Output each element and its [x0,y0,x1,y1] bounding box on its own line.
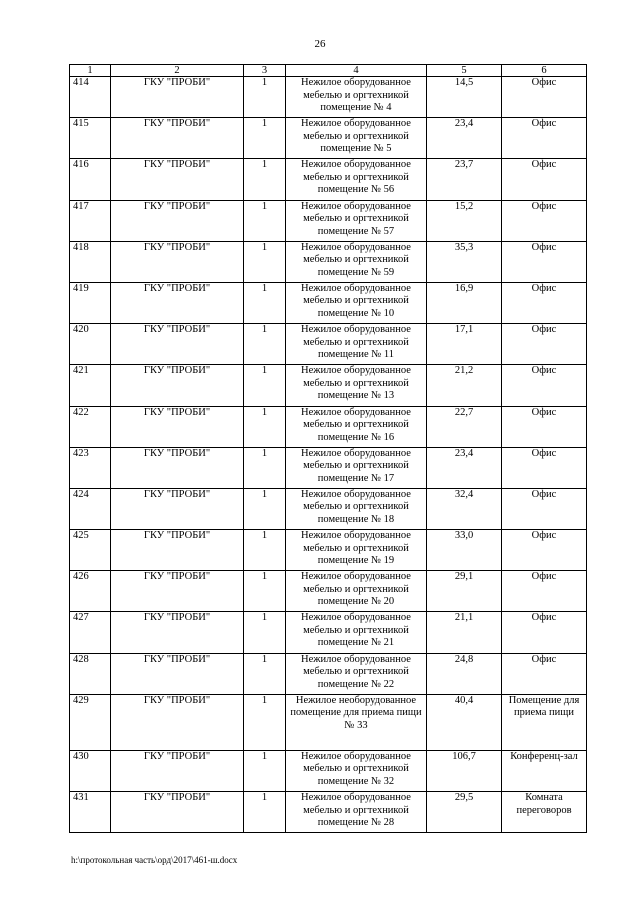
premises-description-cell: Нежилое оборудованное мебелью и оргтехникой помещение № 16 [286,406,427,447]
row-number-cell: 427 [70,612,111,653]
quantity-cell: 1 [244,530,286,571]
page-number: 26 [314,38,326,50]
row-number-cell: 414 [70,77,111,118]
purpose-cell: Конференц-зал [502,750,587,791]
row-number-cell: 422 [70,406,111,447]
purpose-cell: Офис [502,282,587,323]
row-number-cell: 415 [70,118,111,159]
column-header-5: 5 [427,65,502,77]
purpose-cell: Офис [502,241,587,282]
row-number-cell: 429 [70,694,111,750]
premises-description-cell: Нежилое оборудованное мебелью и оргтехникой помещение № 13 [286,365,427,406]
area-cell: 16,9 [427,282,502,323]
purpose-cell: Офис [502,77,587,118]
premises-description-cell: Нежилое оборудованное мебелью и оргтехникой помещение № 18 [286,488,427,529]
row-number-cell: 423 [70,447,111,488]
row-number-cell: 426 [70,571,111,612]
row-number-cell: 430 [70,750,111,791]
organization-cell: ГКУ "ПРОБИ" [111,282,244,323]
table-row [70,324,587,365]
area-cell: 23,4 [427,118,502,159]
premises-description-cell: Нежилое оборудованное мебелью и оргтехникой помещение № 28 [286,792,427,833]
premises-description-cell: Нежилое оборудованное мебелью и оргтехникой помещение № 4 [286,77,427,118]
area-cell: 14,5 [427,77,502,118]
row-number-cell: 424 [70,488,111,529]
table-row [70,282,587,323]
table-row [70,653,587,694]
premises-description-cell: Нежилое оборудованное мебелью и оргтехникой помещение № 20 [286,571,427,612]
area-cell: 29,1 [427,571,502,612]
quantity-cell: 1 [244,694,286,750]
row-number-cell: 425 [70,530,111,571]
quantity-cell: 1 [244,653,286,694]
quantity-cell: 1 [244,571,286,612]
footer-file-path: h:\протокольная часть\орд\2017\461-ш.docx [71,855,238,865]
table-row [70,241,587,282]
table-row [70,365,587,406]
purpose-cell: Офис [502,118,587,159]
table-row [70,530,587,571]
table-row [70,571,587,612]
quantity-cell: 1 [244,447,286,488]
organization-cell: ГКУ "ПРОБИ" [111,530,244,571]
area-cell: 24,8 [427,653,502,694]
purpose-cell: Офис [502,653,587,694]
organization-cell: ГКУ "ПРОБИ" [111,159,244,200]
row-number-cell: 416 [70,159,111,200]
purpose-cell: Офис [502,447,587,488]
area-cell: 21,1 [427,612,502,653]
organization-cell: ГКУ "ПРОБИ" [111,324,244,365]
organization-cell: ГКУ "ПРОБИ" [111,750,244,791]
quantity-cell: 1 [244,241,286,282]
area-cell: 32,4 [427,488,502,529]
organization-cell: ГКУ "ПРОБИ" [111,571,244,612]
area-cell: 33,0 [427,530,502,571]
organization-cell: ГКУ "ПРОБИ" [111,118,244,159]
quantity-cell: 1 [244,118,286,159]
purpose-cell: Офис [502,530,587,571]
organization-cell: ГКУ "ПРОБИ" [111,77,244,118]
quantity-cell: 1 [244,282,286,323]
quantity-cell: 1 [244,792,286,833]
row-number-cell: 417 [70,200,111,241]
table-header-row [70,65,587,77]
premises-description-cell: Нежилое оборудованное мебелью и оргтехникой помещение № 10 [286,282,427,323]
organization-cell: ГКУ "ПРОБИ" [111,653,244,694]
quantity-cell: 1 [244,159,286,200]
area-cell: 106,7 [427,750,502,791]
purpose-cell: Офис [502,406,587,447]
table-row [70,159,587,200]
organization-cell: ГКУ "ПРОБИ" [111,406,244,447]
row-number-cell: 418 [70,241,111,282]
row-number-cell: 421 [70,365,111,406]
organization-cell: ГКУ "ПРОБИ" [111,241,244,282]
area-cell: 23,7 [427,159,502,200]
organization-cell: ГКУ "ПРОБИ" [111,612,244,653]
table-row [70,750,587,791]
area-cell: 15,2 [427,200,502,241]
premises-description-cell: Нежилое оборудованное мебелью и оргтехникой помещение № 11 [286,324,427,365]
purpose-cell: Офис [502,365,587,406]
organization-cell: ГКУ "ПРОБИ" [111,792,244,833]
area-cell: 21,2 [427,365,502,406]
row-number-cell: 431 [70,792,111,833]
purpose-cell: Помещение для приема пищи [502,694,587,750]
premises-description-cell: Нежилое оборудованное мебелью и оргтехникой помещение № 32 [286,750,427,791]
quantity-cell: 1 [244,324,286,365]
quantity-cell: 1 [244,406,286,447]
purpose-cell: Офис [502,571,587,612]
organization-cell: ГКУ "ПРОБИ" [111,447,244,488]
column-header-4: 4 [286,65,427,77]
organization-cell: ГКУ "ПРОБИ" [111,200,244,241]
premises-description-cell: Нежилое оборудованное мебелью и оргтехникой помещение № 57 [286,200,427,241]
table-row [70,77,587,118]
area-cell: 29,5 [427,792,502,833]
table-row [70,488,587,529]
premises-description-cell: Нежилое оборудованное мебелью и оргтехникой помещение № 56 [286,159,427,200]
quantity-cell: 1 [244,77,286,118]
row-number-cell: 419 [70,282,111,323]
table-row [70,792,587,833]
premises-description-cell: Нежилое оборудованное мебелью и оргтехникой помещение № 22 [286,653,427,694]
column-header-2: 2 [111,65,244,77]
table-row [70,406,587,447]
purpose-cell: Офис [502,324,587,365]
column-header-3: 3 [244,65,286,77]
row-number-cell: 428 [70,653,111,694]
premises-description-cell: Нежилое необорудованное помещение для приема пищи № 33 [286,694,427,750]
table-body [70,77,587,833]
organization-cell: ГКУ "ПРОБИ" [111,694,244,750]
table-row [70,447,587,488]
quantity-cell: 1 [244,200,286,241]
purpose-cell: Офис [502,159,587,200]
quantity-cell: 1 [244,612,286,653]
column-header-6: 6 [502,65,587,77]
purpose-cell: Офис [502,200,587,241]
area-cell: 40,4 [427,694,502,750]
premises-description-cell: Нежилое оборудованное мебелью и оргтехникой помещение № 17 [286,447,427,488]
area-cell: 35,3 [427,241,502,282]
quantity-cell: 1 [244,488,286,529]
organization-cell: ГКУ "ПРОБИ" [111,488,244,529]
premises-description-cell: Нежилое оборудованное мебелью и оргтехникой помещение № 59 [286,241,427,282]
table-row [70,118,587,159]
quantity-cell: 1 [244,750,286,791]
purpose-cell: Комната переговоров [502,792,587,833]
quantity-cell: 1 [244,365,286,406]
table-row [70,612,587,653]
purpose-cell: Офис [502,488,587,529]
property-table [69,64,587,833]
area-cell: 22,7 [427,406,502,447]
table-row [70,200,587,241]
organization-cell: ГКУ "ПРОБИ" [111,365,244,406]
premises-description-cell: Нежилое оборудованное мебелью и оргтехникой помещение № 21 [286,612,427,653]
table-row [70,694,587,750]
column-header-1: 1 [70,65,111,77]
area-cell: 23,4 [427,447,502,488]
premises-description-cell: Нежилое оборудованное мебелью и оргтехникой помещение № 19 [286,530,427,571]
row-number-cell: 420 [70,324,111,365]
purpose-cell: Офис [502,612,587,653]
area-cell: 17,1 [427,324,502,365]
premises-description-cell: Нежилое оборудованное мебелью и оргтехникой помещение № 5 [286,118,427,159]
